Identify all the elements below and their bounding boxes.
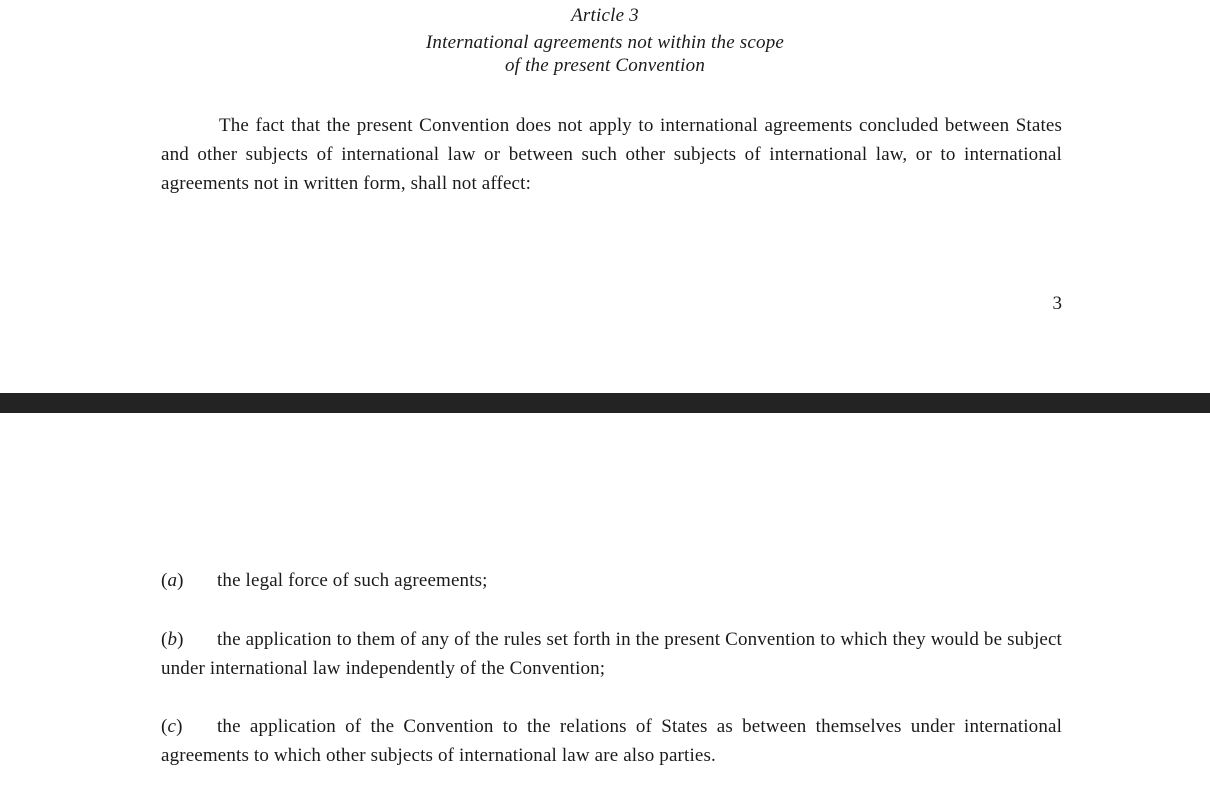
page-number: 3 — [1052, 293, 1062, 314]
page-separator — [0, 393, 1210, 413]
article-title-line-2: of the present Convention — [504, 55, 706, 76]
item-text-b: the application to them of any of the rules set forth in the present Convention to which they would be subject under international law independently of the Convention; — [161, 629, 1062, 679]
item-text-c: the application of the Convention to the relations of States as between themselves under international agreements to which other subjects of international law are also parties. — [161, 716, 1062, 766]
item-text-a: the legal force of such agreements; — [217, 570, 488, 591]
article-number: Article 3 — [571, 5, 639, 26]
item-marker-b: (b) — [161, 629, 184, 650]
article-title-line-1: International agreements not within the scope — [425, 32, 785, 53]
item-marker-a: (a) — [161, 570, 184, 591]
intro-paragraph: The fact that the present Convention does not apply to international agreements concluded between States and other subjects of international law or between such other subjects of international law, or to international agreements not in written form, shall not affect: — [161, 115, 1062, 194]
list-item-a — [161, 566, 1062, 595]
list-item-c — [161, 712, 1062, 770]
document-page-lower — [0, 413, 1210, 798]
item-marker-c: (c) — [161, 716, 183, 737]
list-item-b — [161, 625, 1062, 683]
document-page-upper — [0, 0, 1210, 393]
